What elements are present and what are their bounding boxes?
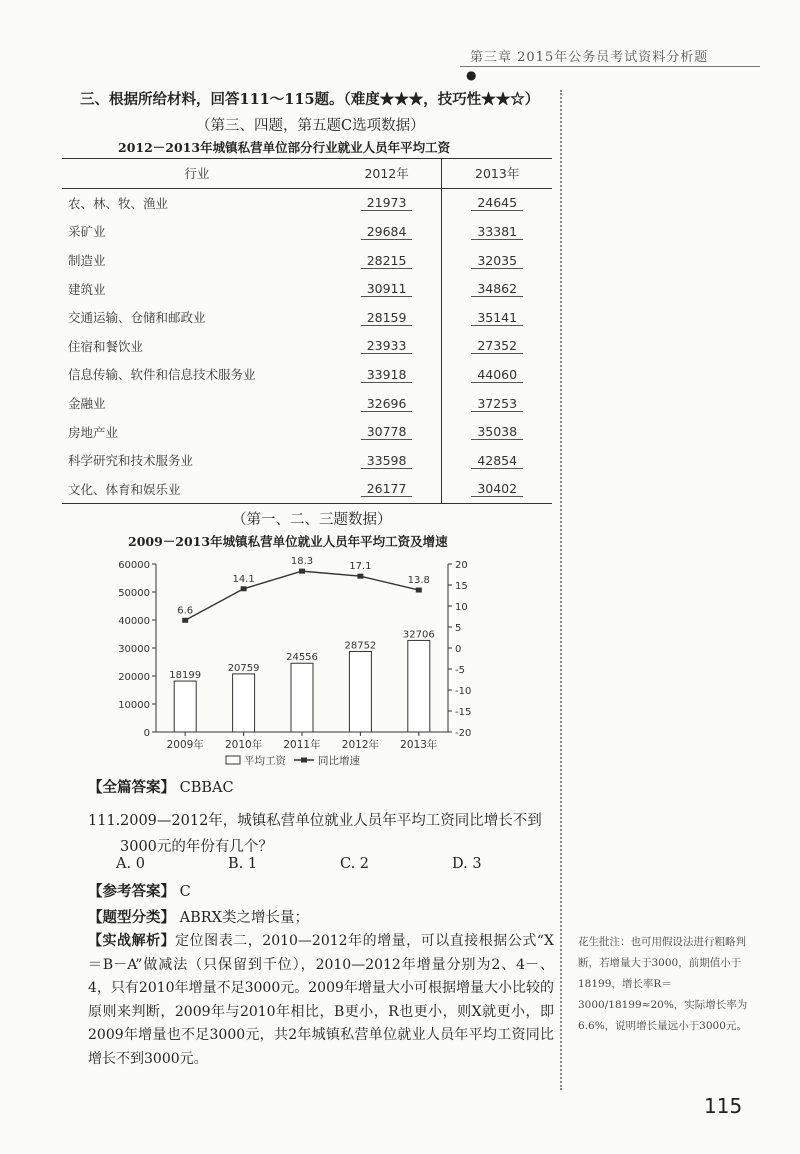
- question-type-value: ABRX类之增长量；: [179, 910, 309, 926]
- question-type-label: 【题型分类】: [88, 909, 175, 926]
- header-2012: 2012年: [364, 166, 409, 182]
- left-tick-label: 10000: [118, 700, 150, 711]
- right-tick-label: 20: [455, 560, 468, 571]
- value-2013: 32035: [471, 253, 523, 269]
- table-row: [62, 446, 552, 475]
- table-row: [62, 417, 552, 446]
- side-annotation: 花生批注：也可用假设法进行粗略判断，若增量大于3000，前期值小于18199，增长率R＝3000/18199≈20%，实际增长率为6.6%，说明增长量远小于3000元。: [578, 936, 748, 1032]
- question-number: 111.: [88, 813, 121, 829]
- growth-value-label: 14.1: [232, 573, 255, 585]
- legend-bar-swatch: [226, 756, 240, 764]
- value-2012-cell: [332, 188, 442, 217]
- value-2013-cell: [442, 332, 552, 361]
- reference-answer-value: C: [179, 884, 191, 900]
- value-2013: 30402: [471, 481, 523, 497]
- table-row: [62, 274, 552, 303]
- question-111: [88, 808, 558, 860]
- header-2013: 2013年: [442, 159, 552, 189]
- value-2012-cell: [332, 246, 442, 275]
- industry-cell: 制造业: [68, 253, 106, 269]
- value-2012-cell: [332, 274, 442, 303]
- value-2013-cell: [442, 274, 552, 303]
- left-tick-label: 50000: [118, 588, 150, 599]
- value-2012-cell: [332, 360, 442, 389]
- value-2012: 26177: [361, 481, 413, 497]
- right-tick-label: 5: [455, 623, 462, 634]
- industry-cell: 建筑业: [68, 281, 106, 297]
- value-2013: 35038: [471, 424, 523, 440]
- value-2012: 30911: [361, 281, 413, 297]
- value-2013: 34862: [471, 281, 523, 297]
- chart-source-note: （第一、二、三题数据）: [232, 512, 392, 528]
- header-bullet: ●: [466, 68, 477, 82]
- value-2013: 42854: [471, 453, 523, 469]
- bar-2010年: [233, 674, 255, 732]
- table-source-note: （第三、四题，第五题C选项数据）: [196, 118, 425, 134]
- value-2013-cell: [442, 389, 552, 418]
- question-text: 2009—2012年，城镇私营单位就业人员年平均工资同比增长不到3000元的年份有几个？: [120, 813, 542, 855]
- left-tick-label: 30000: [118, 644, 150, 655]
- industry-cell: 采矿业: [68, 224, 106, 240]
- bar-value-label: 32706: [402, 629, 435, 641]
- value-2012-cell: [332, 332, 442, 361]
- option-c: C. 2: [340, 856, 370, 872]
- value-2012: 33918: [361, 367, 413, 383]
- value-2013-cell: [442, 446, 552, 475]
- left-tick-label: 60000: [118, 560, 150, 571]
- growth-value-label: 6.6: [177, 605, 194, 617]
- option-d: D. 3: [452, 856, 482, 872]
- table-row: [62, 217, 552, 246]
- value-2013: 24645: [471, 195, 523, 211]
- bar-2009年: [174, 681, 196, 732]
- value-2013: 37253: [471, 396, 523, 412]
- bar-2013年: [408, 640, 430, 732]
- value-2013-cell: [442, 303, 552, 332]
- option-a: A. 0: [116, 856, 145, 872]
- value-2013-cell: [442, 475, 552, 504]
- reference-answer-label: 【参考答案】: [88, 883, 175, 900]
- value-2013: 27352: [471, 338, 523, 354]
- running-header: 第三章 2015年公务员考试资料分析题: [470, 50, 709, 65]
- table-title: 2012－2013年城镇私营单位部分行业就业人员年平均工资: [118, 140, 451, 155]
- table-row: [62, 246, 552, 275]
- value-2012-cell: [332, 303, 442, 332]
- option-b: B. 1: [228, 856, 258, 872]
- value-2012-cell: [332, 417, 442, 446]
- analysis-paragraph: [88, 930, 554, 1071]
- wage-table: [62, 158, 552, 504]
- value-2013-cell: [442, 188, 552, 217]
- table-row: [62, 475, 552, 504]
- value-2013: 35141: [471, 310, 523, 326]
- x-tick-label: 2010年: [224, 739, 263, 751]
- value-2012: 23933: [361, 338, 413, 354]
- value-2012: 21973: [361, 195, 413, 211]
- right-tick-label: -5: [455, 665, 465, 676]
- bar-value-label: 20759: [227, 662, 260, 674]
- bar-value-label: 24556: [286, 652, 318, 664]
- table-header-row: [62, 159, 552, 189]
- value-2012: 33598: [361, 453, 413, 469]
- value-2012-cell: [332, 475, 442, 504]
- value-2012-cell: [332, 217, 442, 246]
- industry-cell: 金融业: [68, 396, 106, 412]
- growth-point-2012年: [357, 574, 363, 579]
- right-tick-label: -10: [455, 686, 472, 697]
- legend-line-marker: [301, 758, 307, 763]
- value-2012: 28215: [361, 253, 413, 269]
- table-row: [62, 188, 552, 217]
- growth-line: [185, 571, 419, 620]
- value-2012-cell: [332, 446, 442, 475]
- growth-value-label: 17.1: [349, 561, 372, 573]
- right-tick-label: -20: [455, 728, 472, 739]
- x-tick-label: 2009年: [166, 739, 204, 751]
- value-2013: 44060: [471, 367, 523, 383]
- growth-value-label: 18.3: [290, 556, 314, 568]
- value-2013-cell: [442, 246, 552, 275]
- analysis-label: 【实战解析】: [88, 933, 176, 949]
- question-heading: 三、根据所给材料，回答111～115题。（难度★★★，技巧性★★☆）: [80, 91, 540, 108]
- industry-cell: 科学研究和技术服务业: [68, 453, 194, 469]
- industry-cell: 交通运输、仓储和邮政业: [68, 310, 206, 326]
- industry-cell: 房地产业: [68, 424, 119, 440]
- reference-answer-line: [88, 880, 191, 901]
- value-2012: 32696: [361, 396, 413, 412]
- industry-cell: 文化、体育和娱乐业: [68, 481, 181, 497]
- growth-point-2010年: [241, 586, 247, 591]
- bar-2012年: [349, 651, 371, 732]
- growth-value-label: 13.8: [407, 575, 430, 587]
- value-2012: 28159: [361, 310, 413, 326]
- growth-point-2013年: [416, 588, 422, 593]
- value-2012: 29684: [361, 224, 413, 240]
- left-tick-label: 40000: [118, 616, 150, 627]
- bar-value-label: 18199: [169, 670, 202, 682]
- chart-title: 2009－2013年城镇私营单位就业人员年平均工资及增速: [128, 534, 448, 549]
- header-rule: [460, 66, 760, 67]
- industry-cell: 住宿和餐饮业: [68, 338, 144, 354]
- value-2012-cell: [332, 389, 442, 418]
- left-tick-label: 0: [143, 728, 150, 739]
- question-type-line: [88, 906, 309, 927]
- value-2013-cell: [442, 360, 552, 389]
- margin-dotted-divider: [560, 90, 562, 1090]
- legend-line-label: 同比增速: [318, 755, 360, 767]
- value-2013-cell: [442, 417, 552, 446]
- full-answer-label: 【全篇答案】: [88, 779, 175, 796]
- industry-cell: 信息传输、软件和信息技术服务业: [68, 367, 256, 383]
- header-industry: 行业: [184, 166, 210, 182]
- value-2013: 33381: [471, 224, 523, 240]
- table-row: [62, 332, 552, 361]
- bar-value-label: 28752: [344, 640, 377, 652]
- value-2013-cell: [442, 217, 552, 246]
- growth-point-2009年: [182, 618, 188, 623]
- right-tick-label: 10: [455, 602, 468, 613]
- table-row: [62, 360, 552, 389]
- right-tick-label: -15: [455, 707, 472, 718]
- wage-growth-chart: [100, 552, 500, 772]
- x-tick-label: 2013年: [400, 739, 438, 751]
- legend-bar-label: 平均工资: [244, 755, 286, 767]
- x-tick-label: 2011年: [283, 739, 321, 751]
- bar-2011年: [291, 663, 313, 732]
- x-tick-label: 2012年: [341, 739, 380, 751]
- analysis-text: 定位图表二，2010—2012年的增量，可以直接根据公式“X＝B－A”做减法（只保留到千位），2010—2012年增量分别为2、4－、4，只有2010年增量不足3000元。2009年增量大小可根据增量大小比较的原则来判断，2009年与2010年相比，B更小，R也更小，则X就更小，即2009年增量也不足3000元，共2年城镇私营单位就业人员年平均工资同比增长不到3000元。: [88, 933, 554, 1067]
- value-2012: 30778: [361, 424, 413, 440]
- right-tick-label: 0: [455, 644, 462, 655]
- left-tick-label: 20000: [118, 672, 150, 683]
- table-row: [62, 389, 552, 418]
- industry-cell: 农、林、牧、渔业: [68, 195, 169, 211]
- growth-point-2011年: [299, 569, 305, 574]
- page-number: 115: [704, 1094, 743, 1118]
- full-answer-value: CBBAC: [179, 780, 234, 796]
- table-row: [62, 303, 552, 332]
- full-answer-line: [88, 776, 234, 797]
- right-tick-label: 15: [455, 581, 468, 592]
